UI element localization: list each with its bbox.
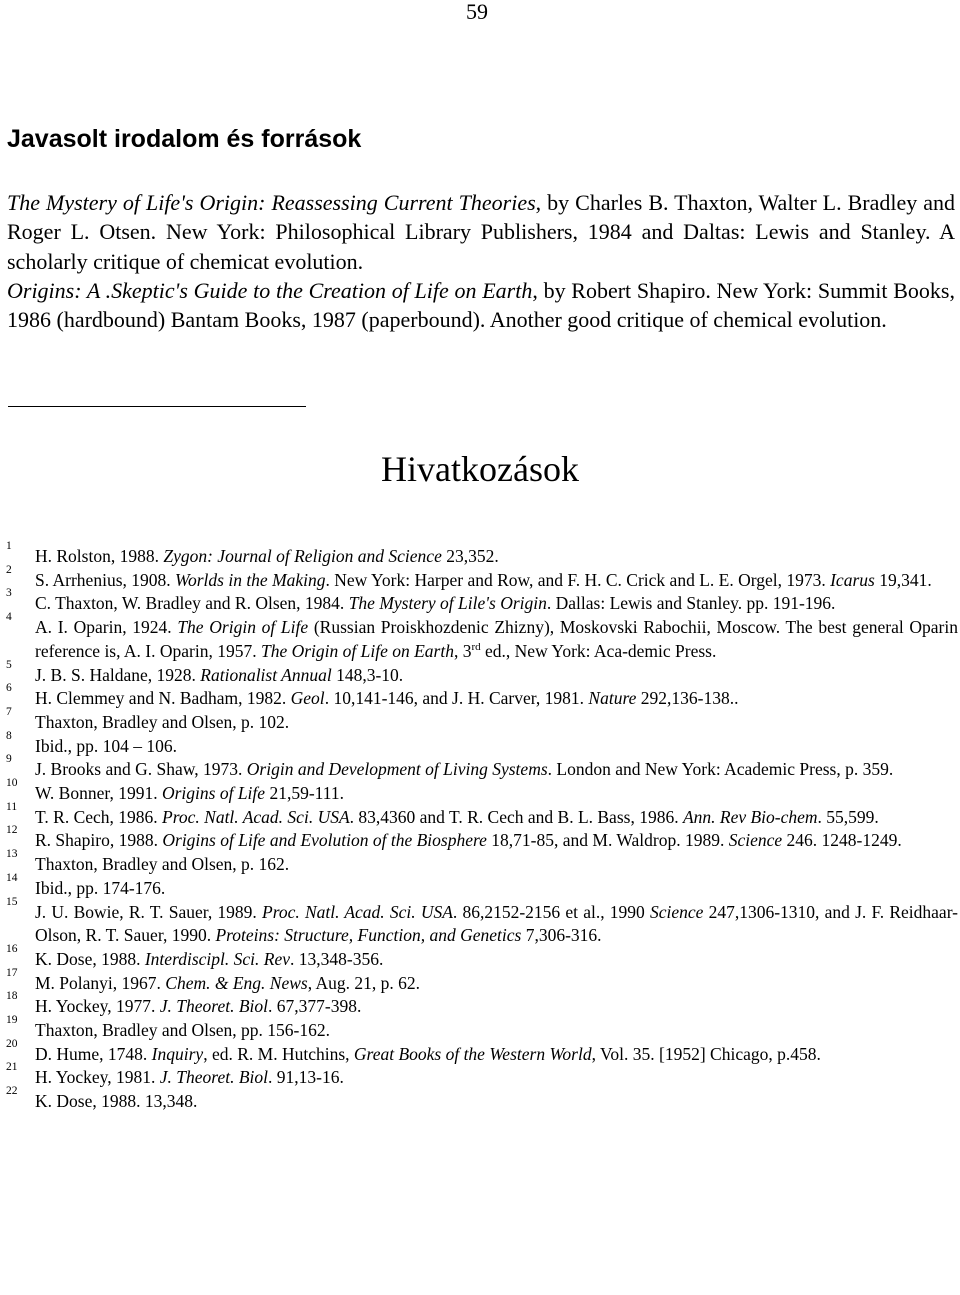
reference-item — [0, 587, 958, 616]
reference-italic-text: Proc. Natl. Acad. Sci. USA — [162, 806, 350, 827]
reference-text: H. Yockey, 1977. — [35, 996, 160, 1017]
reference-text: M. Polanyi, 1967. — [35, 972, 166, 993]
reference-number: 17 — [6, 966, 18, 979]
reference-italic-text: Science — [728, 830, 783, 851]
reference-text: (Russian Proiskhozdenic Zhizny), Moskovski Rabochii, Moscow. The best general Oparin reference is, A. I. Oparin, 1957. — [35, 617, 958, 661]
reference-text: W. Bonner, 1991. — [35, 783, 162, 804]
reference-number: 20 — [6, 1037, 18, 1050]
reference-item — [0, 729, 958, 759]
reference-number: 5 — [6, 658, 12, 671]
reference-text: . 55,599. — [817, 806, 879, 827]
reference-text: R. Shapiro, 1988. — [35, 830, 163, 851]
reference-text: H. Rolston, 1988. — [35, 546, 164, 566]
reference-italic-text: Worlds in the Making — [175, 569, 326, 590]
reference-italic-text: Ann. Rev Bio-chem — [682, 806, 818, 827]
reference-text: Thaxton, Bradley and Olsen, p. 162. — [35, 854, 290, 875]
reference-item — [0, 1037, 958, 1067]
reference-text: , Aug. 21, p. 62. — [307, 972, 421, 993]
reference-number: 14 — [6, 871, 18, 884]
reference-text: . London and New York: Academic Press, p. 359. — [547, 759, 894, 780]
reference-item — [0, 1014, 958, 1043]
reference-italic-text: Nature — [588, 688, 637, 709]
reference-number: 8 — [6, 729, 12, 742]
reference-italic-text: Geol — [290, 688, 325, 709]
reference-text: . Dallas: Lewis and Stanley. pp. 191-196. — [546, 593, 836, 614]
reference-text: A. I. Oparin, 1924. — [35, 617, 178, 638]
reference-text: . 83,4360 and T. R. Cech and B. L. Bass, 1986. — [349, 806, 683, 827]
reference-text: J. U. Bowie, R. T. Sauer, 1989. — [35, 901, 263, 922]
reference-text: Thaxton, Bradley and Olsen, p. 102. — [35, 711, 290, 732]
reference-number: 11 — [6, 800, 18, 813]
recommended-item-title: Origins: A .Skeptic's Guide to the Creation of Life on Earth — [7, 277, 533, 303]
reference-item — [0, 1061, 958, 1090]
reference-item — [0, 563, 958, 593]
reference-text: 7,306-316. — [521, 925, 602, 946]
reference-text: . 13,348-356. — [290, 948, 384, 969]
reference-text: , ed. R. M. Hutchins, — [203, 1043, 354, 1064]
reference-text: J. Brooks and G. Shaw, 1973. — [35, 759, 247, 780]
reference-text: T. R. Cech, 1986. — [35, 806, 163, 827]
reference-text: 23,352. — [441, 546, 499, 566]
recommended-item-details: , by Robert Shapiro. New York: Summit Books, 1986 (hardbound) Bantam Books, 1987 (paperbound). Another good critique of chemical evolution. — [7, 277, 955, 333]
reference-superscript: rd — [471, 640, 481, 653]
reference-item — [0, 777, 958, 806]
reference-text: 246. 1248-1249. — [782, 830, 902, 851]
reference-item — [0, 990, 958, 1019]
reference-number: 7 — [6, 705, 12, 718]
reference-number: 2 — [6, 563, 12, 576]
reference-italic-text: Icarus — [830, 569, 875, 590]
reference-text: K. Dose, 1988. 13,348. — [35, 1091, 198, 1112]
horizontal-rule — [8, 406, 306, 407]
reference-item — [0, 611, 958, 663]
reference-text: . 86,2152-2156 et al., 1990 — [452, 901, 650, 922]
reference-italic-text: The Mystery of Lile's Origin — [348, 593, 547, 614]
reference-italic-text: J. Theoret. Biol — [159, 996, 269, 1017]
reference-number: 12 — [6, 824, 18, 837]
reference-item — [0, 848, 958, 877]
reference-number: 9 — [6, 753, 12, 766]
reference-item — [0, 871, 958, 901]
reference-text: 148,3-10. — [331, 664, 404, 685]
reference-text: D. Hume, 1748. — [35, 1043, 152, 1064]
reference-italic-text: Rationalist Annual — [200, 664, 332, 685]
page-number: 59 — [466, 0, 488, 24]
reference-item — [0, 753, 958, 782]
reference-italic-text: The Origin of Life — [177, 617, 309, 638]
reference-item — [0, 540, 958, 569]
references-title: Hivatkozások — [381, 449, 579, 489]
reference-text: . 10,141-146, and J. H. Carver, 1981. — [324, 688, 589, 709]
references-list — [0, 540, 958, 1114]
reference-italic-text: J. Theoret. Biol — [159, 1067, 269, 1088]
reference-text: 247,1306-1310, and J. F. Reidhaar-Olson, R. T. Sauer, 1990. — [35, 901, 958, 946]
reference-number: 16 — [6, 942, 18, 955]
reference-italic-text: Proc. Natl. Acad. Sci. USA — [262, 901, 453, 922]
reference-text: K. Dose, 1988. — [35, 948, 145, 969]
reference-text: 21,59-111. — [265, 783, 344, 804]
reference-number: 6 — [6, 682, 12, 695]
recommended-item — [7, 276, 955, 335]
reference-number: 13 — [6, 848, 18, 861]
reference-number: 21 — [6, 1061, 18, 1074]
reference-text: H. Clemmey and N. Badham, 1982. — [35, 688, 291, 709]
recommended-item — [7, 188, 955, 276]
reference-number: 22 — [6, 1085, 18, 1098]
reference-italic-text: Origin and Development of Living Systems — [246, 759, 548, 780]
reference-text: S. Arrhenius, 1908. — [35, 569, 175, 590]
reference-text: J. B. S. Haldane, 1928. — [35, 664, 201, 685]
reference-item — [0, 1085, 958, 1114]
reference-text: , Vol. 35. [1952] Chicago, p.458. — [591, 1043, 821, 1064]
reference-text: ed., New York: Aca-demic Press. — [480, 640, 717, 661]
reference-text: 19,341. — [874, 569, 932, 590]
reference-italic-text: Zygon: Journal of Religion and Science — [163, 546, 442, 566]
reference-text: H. Yockey, 1981. — [35, 1067, 160, 1088]
reference-item — [0, 682, 958, 711]
reference-text: Thaxton, Bradley and Olsen, pp. 156-162. — [35, 1020, 331, 1041]
reference-item — [0, 705, 958, 735]
reference-item — [0, 658, 958, 688]
reference-italic-text: Inquiry — [151, 1043, 204, 1064]
reference-text: C. Thaxton, W. Bradley and R. Olsen, 1984. — [35, 593, 349, 614]
reference-number: 15 — [6, 895, 18, 908]
reference-italic-text: Proteins: Structure, Function, and Genetics — [215, 925, 522, 946]
reference-italic-text: Origins of Life — [161, 783, 266, 804]
reference-item — [0, 966, 958, 996]
reference-italic-text: Science — [649, 901, 704, 922]
reference-text: . New York: Harper and Row, and F. H. C. Crick and L. E. Orgel, 1973. — [325, 569, 831, 590]
reference-text: Ibid., pp. 174-176. — [35, 877, 166, 898]
section-heading: Javasolt irodalom és források — [7, 125, 362, 153]
reference-item — [0, 824, 958, 853]
reference-italic-text: Origins of Life and Evolution of the Biosphere — [162, 830, 487, 851]
recommended-item-title: The Mystery of Life's Origin: Reassessing Current Theories — [7, 190, 536, 215]
reference-text: . 91,13-16. — [268, 1067, 344, 1088]
recommended-reading — [7, 188, 955, 334]
reference-italic-text: Interdiscipl. Sci. Rev — [144, 948, 290, 969]
recommended-item-details: , by Charles B. Thaxton, Walter L. Bradley and Roger L. Otsen. New York: Philosophical Library Publishers, 1984 and Daltas: Lewis and Stanley. A scholarly critique of chemicat evolution. — [7, 190, 955, 274]
reference-text: 292,136-138.. — [636, 688, 739, 709]
reference-text: , 3 — [453, 640, 472, 661]
reference-number: 10 — [6, 777, 18, 790]
reference-item — [0, 800, 958, 830]
reference-italic-text: Great Books of the Western World — [353, 1043, 592, 1064]
reference-number: 3 — [6, 587, 12, 600]
reference-number: 1 — [6, 540, 12, 552]
reference-italic-text: Chem. & Eng. News — [165, 972, 308, 993]
reference-number: 18 — [6, 990, 18, 1003]
reference-item — [0, 942, 958, 972]
reference-italic-text: The Origin of Life on Earth — [260, 640, 454, 661]
reference-item — [0, 895, 958, 948]
reference-text: Ibid., pp. 104 – 106. — [35, 735, 177, 756]
reference-number: 19 — [6, 1014, 18, 1027]
reference-text: 18,71-85, and M. Waldrop. 1989. — [486, 830, 729, 851]
reference-number: 4 — [6, 611, 12, 624]
reference-text: . 67,377-398. — [268, 996, 362, 1017]
